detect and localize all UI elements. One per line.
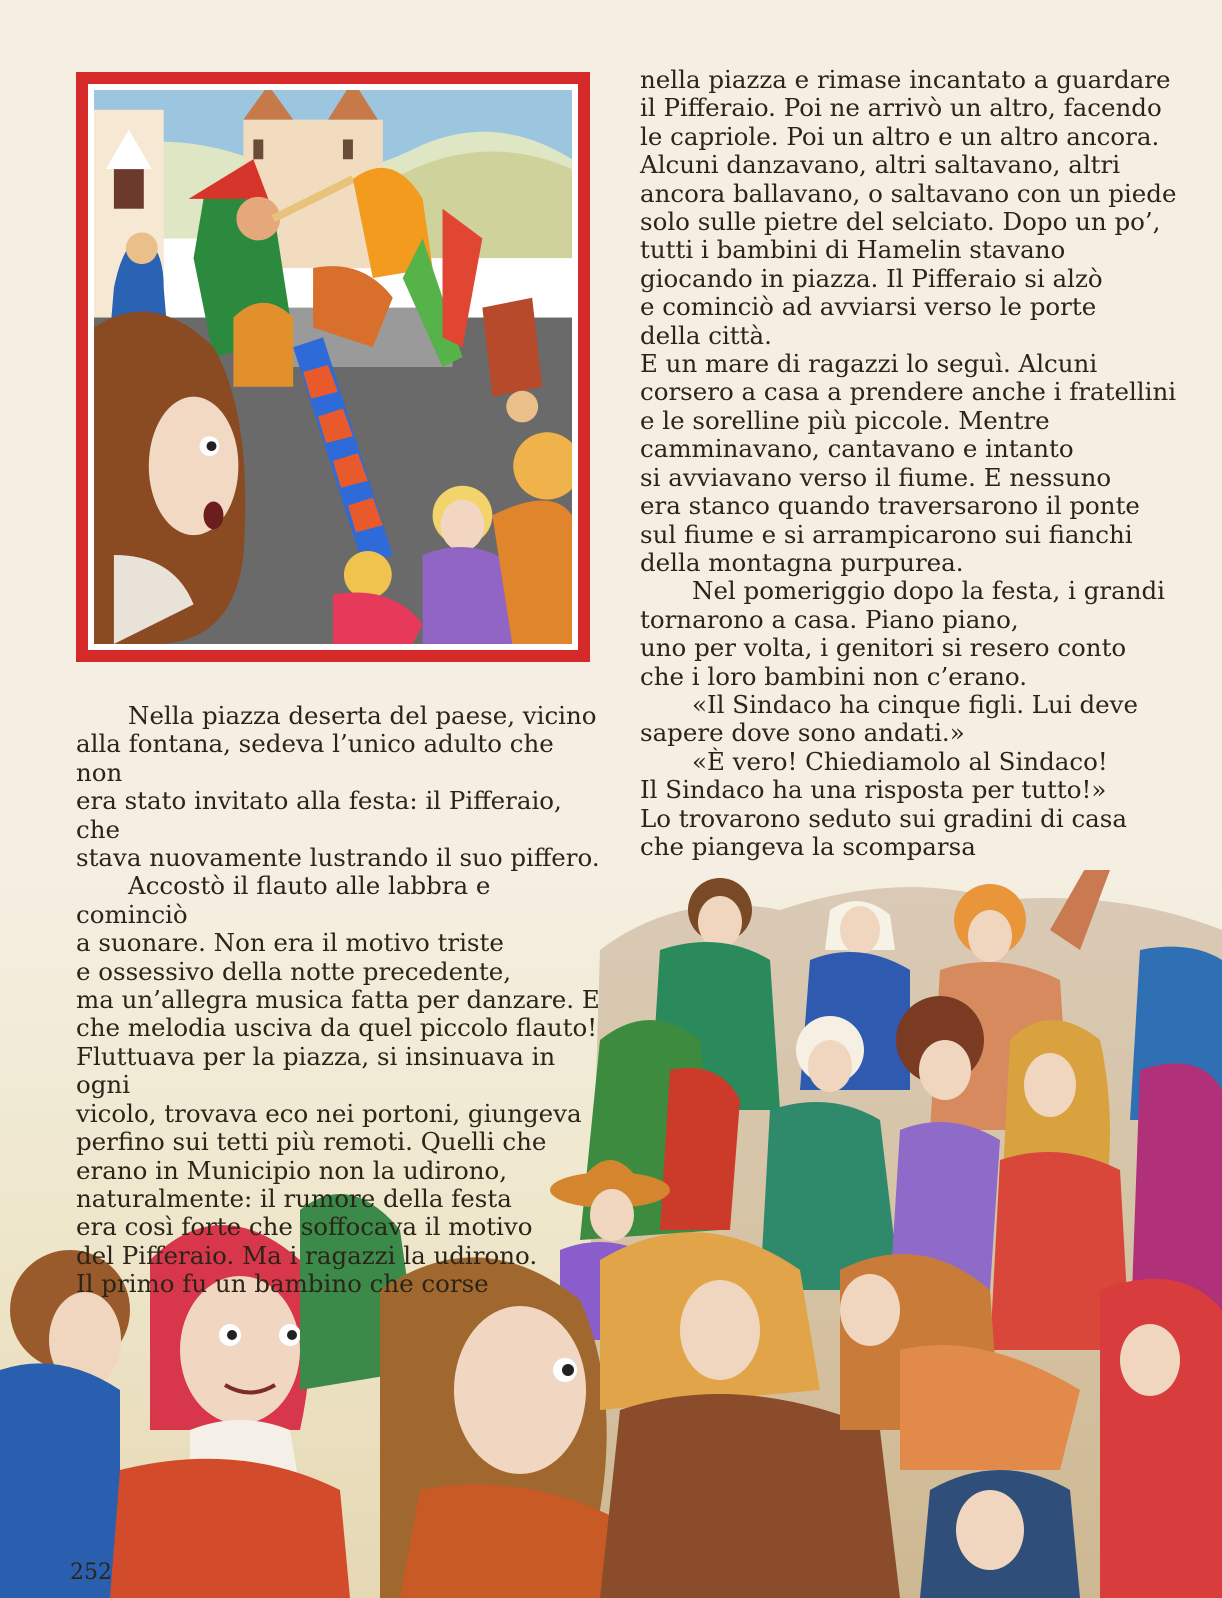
- paragraph: «Il Sindaco ha cinque figli. Lui deve: [692, 689, 1138, 719]
- left-text-column: [76, 702, 606, 1299]
- paragraph: nella piazza e rimase incantato a guardare il Pifferaio. Poi ne arrivò un altro, facendo le capriole. Poi un altro e un altro ancora. Alcuni danzavano, altri saltavano, altri ancora ballavano, o saltavano con un piede solo sulle pietre del selciato. Dopo un po’, tutti i bambini di Hamelin stavano giocando in piazza. Il Pifferaio si alzò e cominciò ad avviarsi verso le porte della città. E un mare di ragazzi lo seguì. Alcuni corsero a casa a prendere anche i fratellini e le sorelline più piccole. Mentre camminavano, cantavano e intanto si avviavano verso il fiume. E nessuno era stanco quando traversarono il ponte sul fiume e si arrampicarono sui fianchi della montagna purpurea.: [640, 65, 1177, 577]
- paragraph: Il Sindaco ha una risposta per tutto!» Lo trovarono seduto sui gradini di casa che piangeva la scomparsa: [640, 775, 1127, 861]
- right-text-column: [640, 66, 1200, 861]
- paragraph: Nella piazza deserta del paese, vicino: [128, 701, 597, 730]
- paragraph: sapere dove sono andati.»: [640, 718, 965, 748]
- paragraph: alla fontana, sedeva l’unico adulto che non era stato invitato alla festa: il Pifferaio, che stava nuovamente lustrando il suo piffero.: [76, 729, 600, 873]
- paragraph: a suonare. Non era il motivo triste e ossessivo della notte precedente, ma un’allegra musica fatta per danzare. E che melodia usciva da quel piccolo flauto! Fluttuava per la piazza, si insinuava in ogni vicolo, trovava eco nei portoni, giungeva perfino sui tetti più remoti. Quelli che erano in Municipio non la udirono, naturalmente: il rumore della festa era così forte che soffocava il motivo del Pifferaio. Ma i ragazzi la udirono. Il primo fu un bambino che corse: [76, 928, 600, 1299]
- paragraph: «È vero! Chiediamolo al Sindaco!: [692, 746, 1108, 776]
- piper-illustration: [76, 72, 590, 662]
- paragraph: Accostò il flauto alle labbra e cominciò: [76, 871, 491, 929]
- page-number: 252: [70, 1560, 112, 1585]
- paragraph: Nel pomeriggio dopo la festa, i grandi tornarono a casa. Piano piano,: [640, 576, 1165, 634]
- paragraph: uno per volta, i genitori si resero conto che i loro bambini non c’erano.: [640, 633, 1127, 691]
